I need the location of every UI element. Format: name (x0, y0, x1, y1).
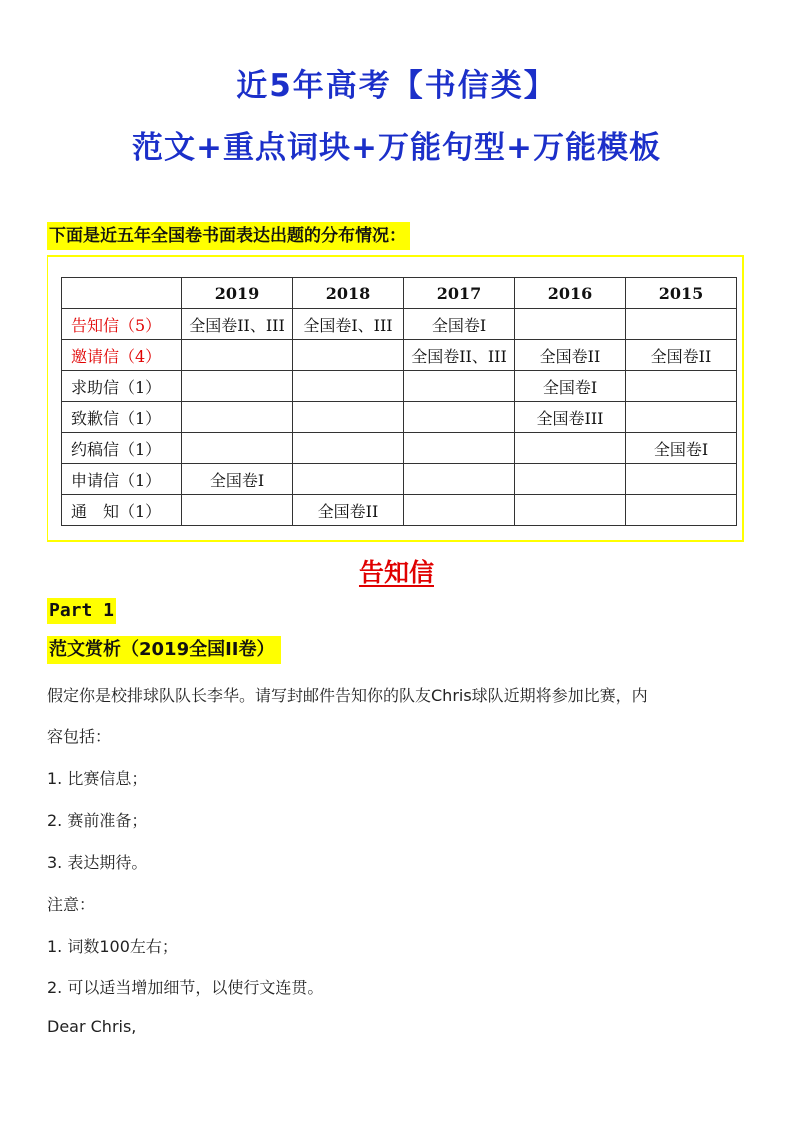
list-item: 2. 赛前准备； (47, 811, 148, 830)
table-cell (182, 402, 293, 433)
table-cell: 全国卷I、III (293, 309, 404, 340)
row-label: 致歉信（1） (62, 402, 182, 433)
table-cell (626, 464, 737, 495)
greeting: Dear Chris, (47, 1017, 137, 1036)
table-cell (515, 433, 626, 464)
list-item: 1. 词数100左右； (47, 937, 178, 956)
year-header: 2019 (182, 278, 293, 309)
table-cell (182, 433, 293, 464)
table-row (62, 340, 737, 371)
table-cell (515, 464, 626, 495)
table-cell (626, 402, 737, 433)
table-cell (404, 371, 515, 402)
table-corner-cell (62, 278, 182, 309)
part-label: Part 1 (47, 598, 116, 624)
table-row (62, 495, 737, 526)
year-header: 2016 (515, 278, 626, 309)
row-label: 约稿信（1） (62, 433, 182, 464)
row-label: 通 知（1） (62, 495, 182, 526)
year-header: 2015 (626, 278, 737, 309)
table-cell: 全国卷I (182, 464, 293, 495)
note-label: 注意： (47, 895, 96, 914)
page-title: 近5年高考【书信类】 (236, 68, 557, 104)
table-cell: 全国卷I (515, 371, 626, 402)
table-row (62, 309, 737, 340)
table-cell (182, 340, 293, 371)
prompt-line: 容包括： (47, 727, 112, 746)
row-label: 告知信（5） (62, 309, 182, 340)
table-cell (404, 433, 515, 464)
table-cell (404, 495, 515, 526)
list-item: 2. 可以适当增加细节，以使行文连贯。 (47, 978, 324, 997)
table-cell: 全国卷II (515, 340, 626, 371)
table-cell: 全国卷I (626, 433, 737, 464)
subsection-heading: 范文赏析（2019全国II卷） (47, 636, 281, 664)
table-cell: 全国卷II、III (182, 309, 293, 340)
year-header: 2018 (293, 278, 404, 309)
table-cell (182, 371, 293, 402)
table-row (62, 371, 737, 402)
table-cell (404, 464, 515, 495)
table-cell (626, 309, 737, 340)
list-item: 1. 比赛信息； (47, 769, 148, 788)
table-cell: 全国卷II (293, 495, 404, 526)
intro-heading: 下面是近五年全国卷书面表达出题的分布情况： (47, 222, 410, 250)
table-cell (515, 495, 626, 526)
exam-distribution-table (61, 277, 737, 526)
table-cell: 全国卷III (515, 402, 626, 433)
table-cell: 全国卷II、III (404, 340, 515, 371)
table-cell (293, 464, 404, 495)
page-subtitle: 范文+重点词块+万能句型+万能模板 (132, 130, 661, 166)
table-cell (626, 495, 737, 526)
table-row (62, 433, 737, 464)
table-cell (626, 371, 737, 402)
row-label: 求助信（1） (62, 371, 182, 402)
table-cell (515, 309, 626, 340)
row-label: 申请信（1） (62, 464, 182, 495)
list-item: 3. 表达期待。 (47, 853, 148, 872)
year-header: 2017 (404, 278, 515, 309)
table-cell: 全国卷I (404, 309, 515, 340)
section-title: 告知信 (358, 558, 434, 587)
table-cell (404, 402, 515, 433)
table-row (62, 402, 737, 433)
table-header-row (62, 278, 737, 309)
table-cell (182, 495, 293, 526)
table-cell: 全国卷II (626, 340, 737, 371)
table-row (62, 464, 737, 495)
table-cell (293, 340, 404, 371)
table-cell (293, 402, 404, 433)
row-label: 邀请信（4） (62, 340, 182, 371)
table-cell (293, 433, 404, 464)
prompt-line: 假定你是校排球队队长李华。请写封邮件告知你的队友Chris球队近期将参加比赛，内 (47, 686, 648, 705)
table-cell (293, 371, 404, 402)
